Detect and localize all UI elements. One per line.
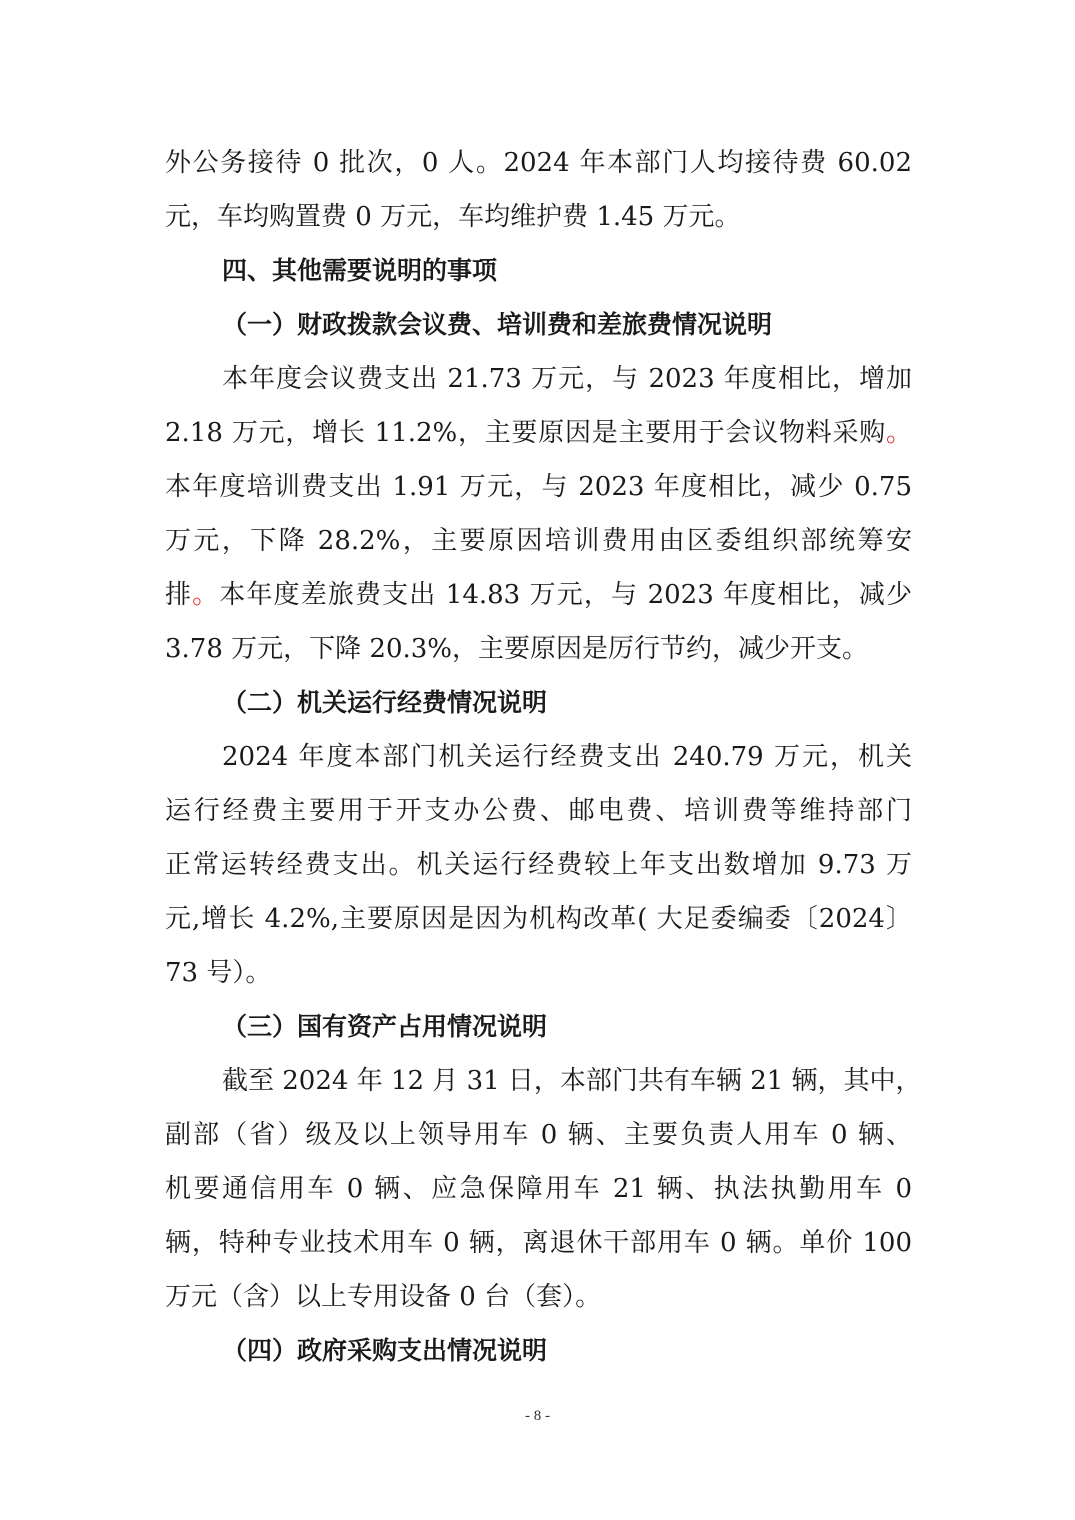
text-segment: 元,增长 4.2%,主要原因是因为机构改革( 大足委编委〔2024〕 [165, 904, 912, 934]
text-segment: 正常运转经费支出。机关运行经费较上年支出数增加 9.73 万 [165, 850, 912, 880]
text-segment: 运行经费主要用于开支办公费、邮电费、培训费等维持部门 [165, 796, 912, 826]
text-segment: 万元（含）以上专用设备 0 台（套）。 [165, 1282, 602, 1312]
document-body [165, 136, 922, 1378]
text-segment: 73 号）。 [165, 958, 272, 988]
subsection-heading [165, 298, 912, 352]
text-segment: 辆，特种专业技术用车 0 辆，离退休干部用车 0 辆。单价 100 [165, 1228, 912, 1258]
text-line [165, 838, 912, 892]
red-mark: 。 [885, 418, 912, 448]
section-heading [165, 244, 912, 298]
subsection-heading [165, 1324, 912, 1378]
text-segment: 万元，下降 28.2%，主要原因培训费用由区委组织部统筹安 [165, 526, 912, 556]
text-segment: 机要通信用车 0 辆、应急保障用车 21 辆、执法执勤用车 0 [165, 1174, 912, 1204]
text-segment: 外公务接待 0 批次，0 人。2024 年本部门人均接待费 60.02 [165, 148, 912, 178]
page-number: - 8 - [525, 1408, 550, 1424]
text-segment: 2024 年度本部门机关运行经费支出 240.79 万元，机关 [222, 742, 912, 772]
text-line [165, 190, 912, 244]
text-line [165, 1108, 912, 1162]
text-line [165, 1270, 912, 1324]
text-segment: （二）机关运行经费情况说明 [222, 688, 548, 717]
red-mark: 。 [192, 580, 220, 610]
subsection-heading [165, 1000, 912, 1054]
text-line [165, 1054, 922, 1108]
text-segment: （三）国有资产占用情况说明 [222, 1012, 548, 1041]
text-line [165, 1216, 912, 1270]
text-line [165, 406, 912, 460]
text-segment: （四）政府采购支出情况说明 [222, 1336, 548, 1365]
text-segment: 副部（省）级及以上领导用车 0 辆、主要负责人用车 0 辆、 [165, 1120, 912, 1150]
text-segment: 四、其他需要说明的事项 [222, 256, 498, 285]
text-line [165, 136, 912, 190]
text-segment: 截至 2024 年 12 月 31 日，本部门共有车辆 21 辆，其中， [222, 1066, 922, 1096]
text-line [165, 352, 912, 406]
text-segment: 3.78 万元，下降 20.3%，主要原因是厉行节约，减少开支。 [165, 634, 869, 664]
text-segment: 元，车均购置费 0 万元，车均维护费 1.45 万元。 [165, 202, 741, 232]
subsection-heading [165, 676, 912, 730]
text-line [165, 460, 912, 514]
text-line [165, 730, 912, 784]
text-line [165, 514, 912, 568]
text-line [165, 946, 912, 1000]
text-line [165, 1162, 912, 1216]
text-segment: 本年度培训费支出 1.91 万元，与 2023 年度相比，减少 0.75 [165, 472, 912, 502]
text-line [165, 622, 912, 676]
text-line [165, 892, 912, 946]
text-segment: 本年度差旅费支出 14.83 万元，与 2023 年度相比，减少 [219, 580, 912, 610]
text-segment: 排 [165, 580, 193, 610]
text-line [165, 784, 912, 838]
text-segment: （一）财政拨款会议费、培训费和差旅费情况说明 [222, 310, 773, 339]
text-segment: 2.18 万元，增长 11.2%，主要原因是主要用于会议物料采购 [165, 418, 886, 448]
text-segment: 本年度会议费支出 21.73 万元，与 2023 年度相比，增加 [222, 364, 912, 394]
text-line [165, 568, 912, 622]
